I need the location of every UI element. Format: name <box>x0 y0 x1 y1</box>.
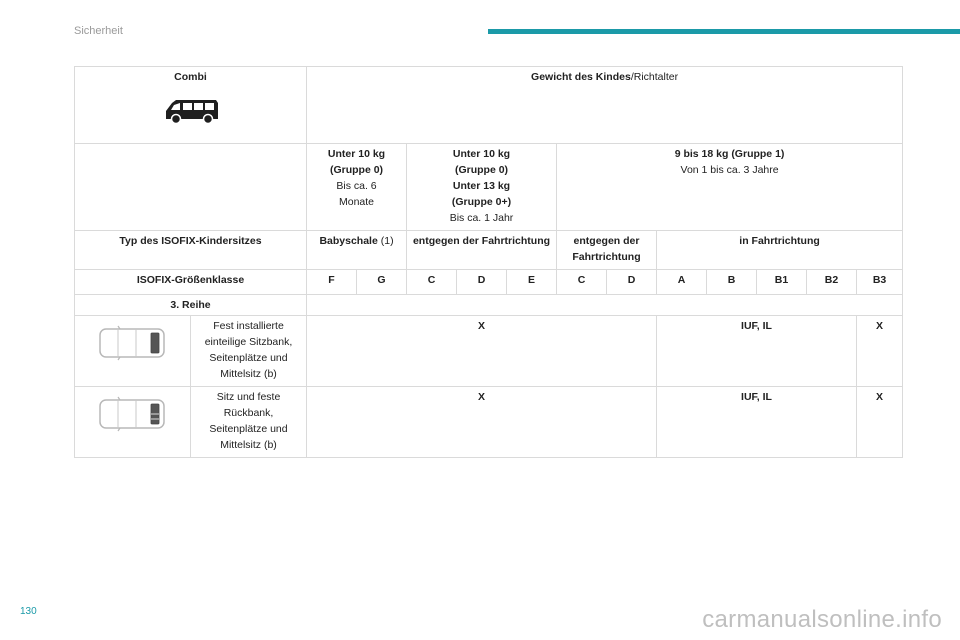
seat-diagram-cell <box>75 387 191 458</box>
combi-cell <box>75 67 307 144</box>
size-class-label: ISOFIX-Größenklasse <box>75 270 307 295</box>
group-1-cell <box>557 144 903 231</box>
size-class-cell: B2 <box>807 270 857 295</box>
table-row <box>75 387 903 458</box>
weight-title-rest: /Richtalter <box>630 71 679 83</box>
header-accent-bar <box>488 29 960 34</box>
seat-type-row <box>75 231 903 270</box>
forward-facing-cell: in Fahrtrichtung <box>657 231 903 270</box>
vehicle-top-view-icon <box>98 324 168 362</box>
combi-label: Combi <box>174 71 207 83</box>
babyschale-note: (1) <box>377 235 394 247</box>
group-0b-line3: Unter 13 kg <box>452 180 511 192</box>
size-class-cell: B <box>707 270 757 295</box>
vehicle-top-view-icon <box>98 395 168 433</box>
group-0b-line1: Unter 10 kg <box>452 148 511 160</box>
group-0b-line5: Bis ca. 1 Jahr <box>449 212 514 224</box>
group-1-line1: 9 bis 18 kg (Gruppe 1) <box>674 148 785 160</box>
size-class-cell: C <box>557 270 607 295</box>
babyschale-label: Babyschale <box>319 235 378 247</box>
reihe-label: 3. Reihe <box>75 295 307 316</box>
table-row <box>75 316 903 387</box>
weight-title-bold: Gewicht des Kindes <box>531 71 631 83</box>
seat-value-x: X <box>307 387 657 458</box>
watermark: carmanualsonline.info <box>702 606 942 633</box>
size-class-cell: A <box>657 270 707 295</box>
size-class-row <box>75 270 903 295</box>
page-number: 130 <box>20 606 37 617</box>
reihe-row <box>75 295 903 316</box>
rear-facing-cell-2: entgegen der Fahrtrichtung <box>557 231 657 270</box>
size-class-cell: D <box>457 270 507 295</box>
empty-cell <box>307 295 903 316</box>
group-0a-line1: Unter 10 kg <box>327 148 386 160</box>
seat-value-iuf: IUF, IL <box>657 316 857 387</box>
seat-description: Sitz und feste Rückbank, Seitenplätze und Mittelsitz (b) <box>191 387 307 458</box>
size-class-cell: B3 <box>857 270 903 295</box>
babyschale-cell <box>307 231 407 270</box>
isofix-table <box>74 66 903 458</box>
group-0a-cell <box>307 144 407 231</box>
group-0a-line4: Monate <box>338 196 375 208</box>
size-class-cell: G <box>357 270 407 295</box>
size-class-cell: C <box>407 270 457 295</box>
seat-value-iuf: IUF, IL <box>657 387 857 458</box>
seat-type-label: Typ des ISOFIX-Kindersitzes <box>75 231 307 270</box>
groups-row <box>75 144 903 231</box>
group-0b-line2: (Gruppe 0) <box>454 164 509 176</box>
weight-header-cell <box>307 67 903 144</box>
seat-value-x: X <box>857 316 903 387</box>
table-header-row <box>75 67 903 144</box>
group-0a-line2: (Gruppe 0) <box>329 164 384 176</box>
rear-facing-cell-1: entgegen der Fahrtrichtung <box>407 231 557 270</box>
seat-value-x: X <box>307 316 657 387</box>
group-0b-cell <box>407 144 557 231</box>
section-title: Sicherheit <box>74 25 123 37</box>
size-class-cell: F <box>307 270 357 295</box>
seat-description: Fest installierte einteilige Sitzbank, Seitenplätze und Mittelsitz (b) <box>191 316 307 387</box>
group-1-line2: Von 1 bis ca. 3 Jahre <box>680 164 779 176</box>
seat-diagram-cell <box>75 316 191 387</box>
seat-value-x: X <box>857 387 903 458</box>
size-class-cell: B1 <box>757 270 807 295</box>
size-class-cell: D <box>607 270 657 295</box>
van-icon <box>162 97 220 125</box>
group-0b-line4: (Gruppe 0+) <box>451 196 512 208</box>
group-0a-line3: Bis ca. 6 <box>336 180 377 192</box>
size-class-cell: E <box>507 270 557 295</box>
empty-cell <box>75 144 307 231</box>
